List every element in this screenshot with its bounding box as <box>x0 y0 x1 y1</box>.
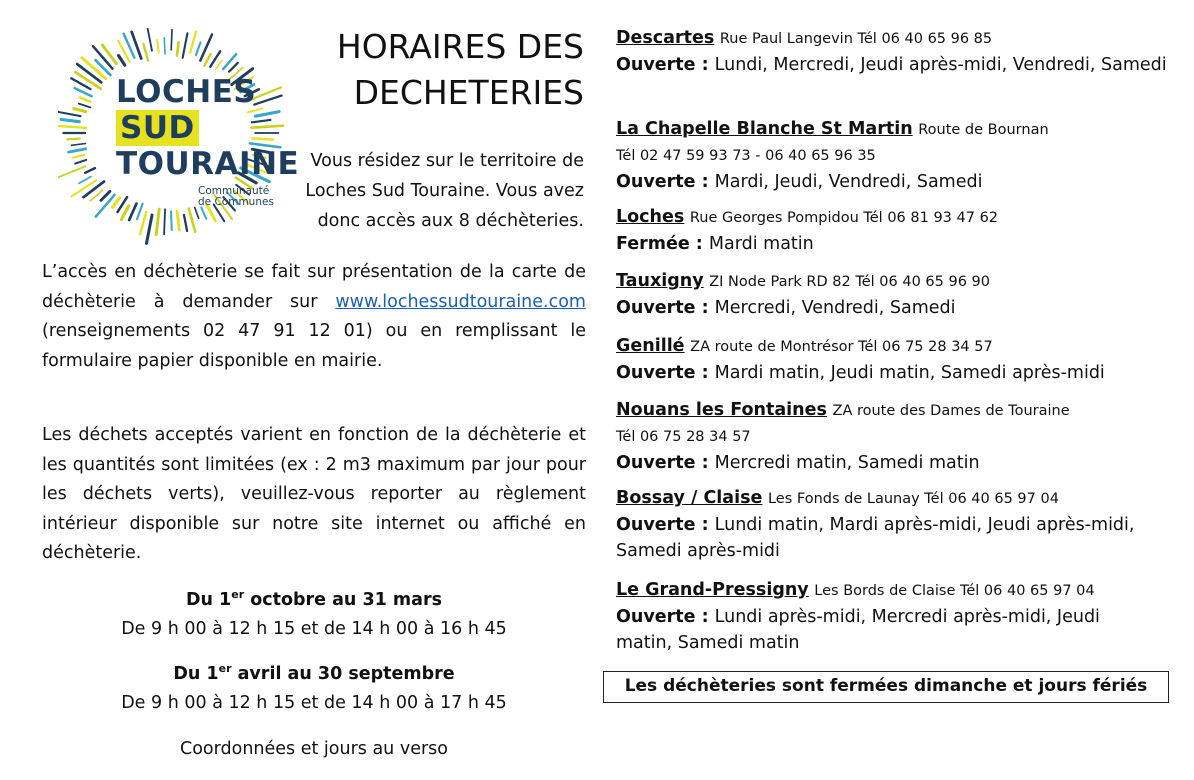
logo-ray <box>195 208 199 219</box>
logo-ray <box>73 155 85 158</box>
site-name: Genillé <box>616 336 685 356</box>
site-days: Mercredi matin, Samedi matin <box>714 453 980 473</box>
site-days: Lundi, Mercredi, Jeudi après-midi, Vendredi, Samedi <box>714 55 1167 75</box>
site-name: Tauxigny <box>616 271 704 291</box>
logo-ray <box>183 33 188 58</box>
site-name: Loches <box>616 207 685 227</box>
logo-ray <box>143 44 148 61</box>
site-status-label: Ouverte <box>616 298 696 318</box>
site-days: Mercredi, Vendredi, Samedi <box>714 298 956 318</box>
access-paragraph <box>42 258 586 376</box>
logo-ray <box>137 204 143 219</box>
site-chapelle-blanche: La Chapelle Blanche St Martin Route de Bournan Tél 02 47 59 93 73 - 06 40 65 96 35 Ouverte : Mardi, Jeudi, Vendredi, Samedi <box>616 116 1176 195</box>
site-genille: Genillé ZA route de Montrésor Tél 06 75 28 34 57 Ouverte : Mardi matin, Jeudi matin, Samedi après-midi <box>616 336 1105 383</box>
site-days: Mardi, Jeudi, Vendredi, Samedi <box>714 172 983 192</box>
logo-ray <box>201 207 206 218</box>
logo-ray <box>196 42 201 55</box>
site-address: Les Fonds de Launay Tél 06 40 65 97 04 <box>767 491 1059 507</box>
winter-schedule <box>42 586 586 644</box>
logo-sub-communaute: Communauté <box>198 185 270 197</box>
logo-ray <box>61 119 79 121</box>
site-name: Descartes <box>616 28 715 48</box>
logo-ray <box>229 63 238 72</box>
site-days: Mardi matin <box>708 234 814 254</box>
logo-ray <box>113 198 120 207</box>
verso-note: Coordonnées et jours au verso <box>180 739 448 759</box>
access-text-before: L’accès en déchèterie se fait sur présentation de la carte de déchèterie à demander sur <box>42 262 586 312</box>
logo-ray <box>121 206 128 220</box>
logo-ray <box>177 211 179 230</box>
logo-ray <box>79 104 90 108</box>
logo-ray <box>58 126 86 128</box>
logo-ray <box>148 28 152 51</box>
site-name: Bossay / Claise <box>616 488 763 508</box>
logo-ray <box>164 209 165 234</box>
logo-ray <box>216 61 222 69</box>
site-days: Lundi après-midi, Mercredi après-midi, Jeudi matin, Samedi matin <box>616 607 1100 653</box>
site-address: ZA route des Dames de Touraine <box>832 403 1070 419</box>
logo-ray <box>119 56 125 66</box>
logo-ray <box>156 209 159 234</box>
site-address: Rue Paul Langevin Tél 06 40 65 96 85 <box>719 31 993 47</box>
logo-ray <box>101 191 110 200</box>
logo-ray <box>157 40 159 53</box>
site-loches: Loches Rue Georges Pompidou Tél 06 81 93 47 62 Fermée : Mardi matin <box>616 207 999 254</box>
title-line-2: DECHETERIES <box>353 73 584 112</box>
site-name: Le Grand-Pressigny <box>616 580 809 600</box>
logo-ray <box>58 111 81 116</box>
logo-ray <box>67 139 79 140</box>
site-descartes: Descartes Rue Paul Langevin Tél 06 40 65 96 85 Ouverte : Lundi, Mercredi, Jeudi après-midi, Vendredi, Samedi <box>616 28 1167 75</box>
summer-period: Du 1er avril au 30 septembre <box>173 662 455 684</box>
loches-sud-touraine-logo <box>58 28 298 248</box>
summer-schedule <box>42 660 586 718</box>
closed-notice-box: Les déchèteries sont fermées dimanche et jours fériés <box>603 671 1169 703</box>
logo-ray <box>190 31 196 52</box>
site-address: ZI Node Park RD 82 Tél 06 40 65 96 90 <box>709 274 990 290</box>
site-status-label: Ouverte <box>616 55 696 75</box>
site-status-label: Ouverte <box>616 363 696 383</box>
logo-ray <box>146 215 152 243</box>
logo-ray <box>69 149 86 152</box>
logo-ray <box>74 109 86 112</box>
site-bossay: Bossay / Claise Les Fonds de Launay Tél 06 40 65 97 04 Ouverte : Lundi matin, Mardi après-midi, Jeudi après-midi, Samedi après-midi <box>616 488 1135 561</box>
site-status-label: Ouverte <box>616 453 696 473</box>
logo-ray <box>184 215 187 231</box>
winter-hours: De 9 h 00 à 12 h 15 et de 14 h 00 à 16 h 45 <box>121 619 507 639</box>
logo-ray <box>177 42 179 55</box>
waste-paragraph: Les déchets acceptés varient en fonction de la déchèterie et les quantités sont limitées (ex : 2 m3 maximum par jour pour les déchets verts), veuillez-vous reporter au règlement intérieur disponible sur notre site internet ou affiché en déchèterie. <box>42 425 586 564</box>
logo-ray <box>140 212 146 234</box>
logo-ray <box>79 176 91 183</box>
site-status-label: Ouverte <box>616 607 696 627</box>
site-days: Lundi matin, Mardi après-midi, Jeudi après-midi, Samedi après-midi <box>616 515 1135 561</box>
site-grand-pressigny: Le Grand-Pressigny Les Bords de Claise Tél 06 40 65 97 04 Ouverte : Lundi après-midi, Mercredi après-midi, Jeudi matin, Samedi matin <box>616 580 1100 653</box>
site-status-label: Fermée <box>616 234 690 254</box>
site-status-label: Ouverte <box>616 515 696 535</box>
logo-ray <box>252 138 273 139</box>
site-tauxigny: Tauxigny ZI Node Park RD 82 Tél 06 40 65 96 90 Ouverte : Mercredi, Vendredi, Samedi <box>616 271 990 318</box>
logo-ray <box>75 160 86 164</box>
title-line-1: HORAIRES DES <box>336 27 584 66</box>
page-title <box>300 24 584 116</box>
logo-ray <box>256 112 280 117</box>
winter-period: Du 1er octobre au 31 mars <box>185 588 443 610</box>
logo-ray <box>71 180 96 196</box>
logo-ray <box>71 143 85 145</box>
intro-text: Vous résidez sur le territoire de Loches Sud Touraine. Vous avez donc accès aux 8 déchèteries. <box>305 151 584 231</box>
logo-ray <box>189 209 195 232</box>
logo-word-touraine: TOURAINE <box>116 146 300 182</box>
site-status-label: Ouverte <box>616 172 696 192</box>
logo-ray <box>58 166 85 177</box>
site-address: Route de Bournan <box>918 122 1049 138</box>
site-phone: Tél 02 47 59 93 73 - 06 40 65 96 35 <box>616 148 876 164</box>
logo-ray <box>93 46 112 69</box>
logo-ray <box>171 211 172 230</box>
logo-ray <box>80 98 90 102</box>
website-link[interactable]: www.lochessudtouraine.com <box>335 291 586 312</box>
access-text-after: (renseignements 02 47 91 12 01) ou en remplissant le formulaire papier disponible en mairie. <box>42 321 586 371</box>
site-address: ZA route de Montrésor Tél 06 75 28 34 57 <box>690 339 993 355</box>
logo-ray <box>252 120 270 122</box>
logo-word-loches: LOCHES <box>116 74 257 110</box>
logo-ray <box>164 38 165 54</box>
logo-ray <box>251 126 283 128</box>
logo-ray <box>83 182 104 198</box>
logo-ray <box>171 30 172 50</box>
site-name: La Chapelle Blanche St Martin <box>616 119 913 139</box>
site-name: Nouans les Fontaines <box>616 400 827 420</box>
logo-ray <box>204 54 210 66</box>
site-nouans: Nouans les Fontaines ZA route des Dames de Touraine Tél 06 75 28 34 57 Ouverte : Mercredi matin, Samedi matin <box>616 397 1176 476</box>
site-days: Mardi matin, Jeudi matin, Samedi après-midi <box>714 363 1105 383</box>
logo-ray <box>85 168 95 173</box>
summer-hours: De 9 h 00 à 12 h 15 et de 14 h 00 à 17 h 45 <box>121 693 507 713</box>
site-address: Rue Georges Pompidou Tél 06 81 93 47 62 <box>689 210 999 226</box>
logo-sub-communes: de Communes <box>198 196 274 208</box>
logo-word-sud: SUD <box>116 110 199 146</box>
site-phone: Tél 06 75 28 34 57 <box>616 429 751 445</box>
site-address: Les Bords de Claise Tél 06 40 65 97 04 <box>814 583 1095 599</box>
